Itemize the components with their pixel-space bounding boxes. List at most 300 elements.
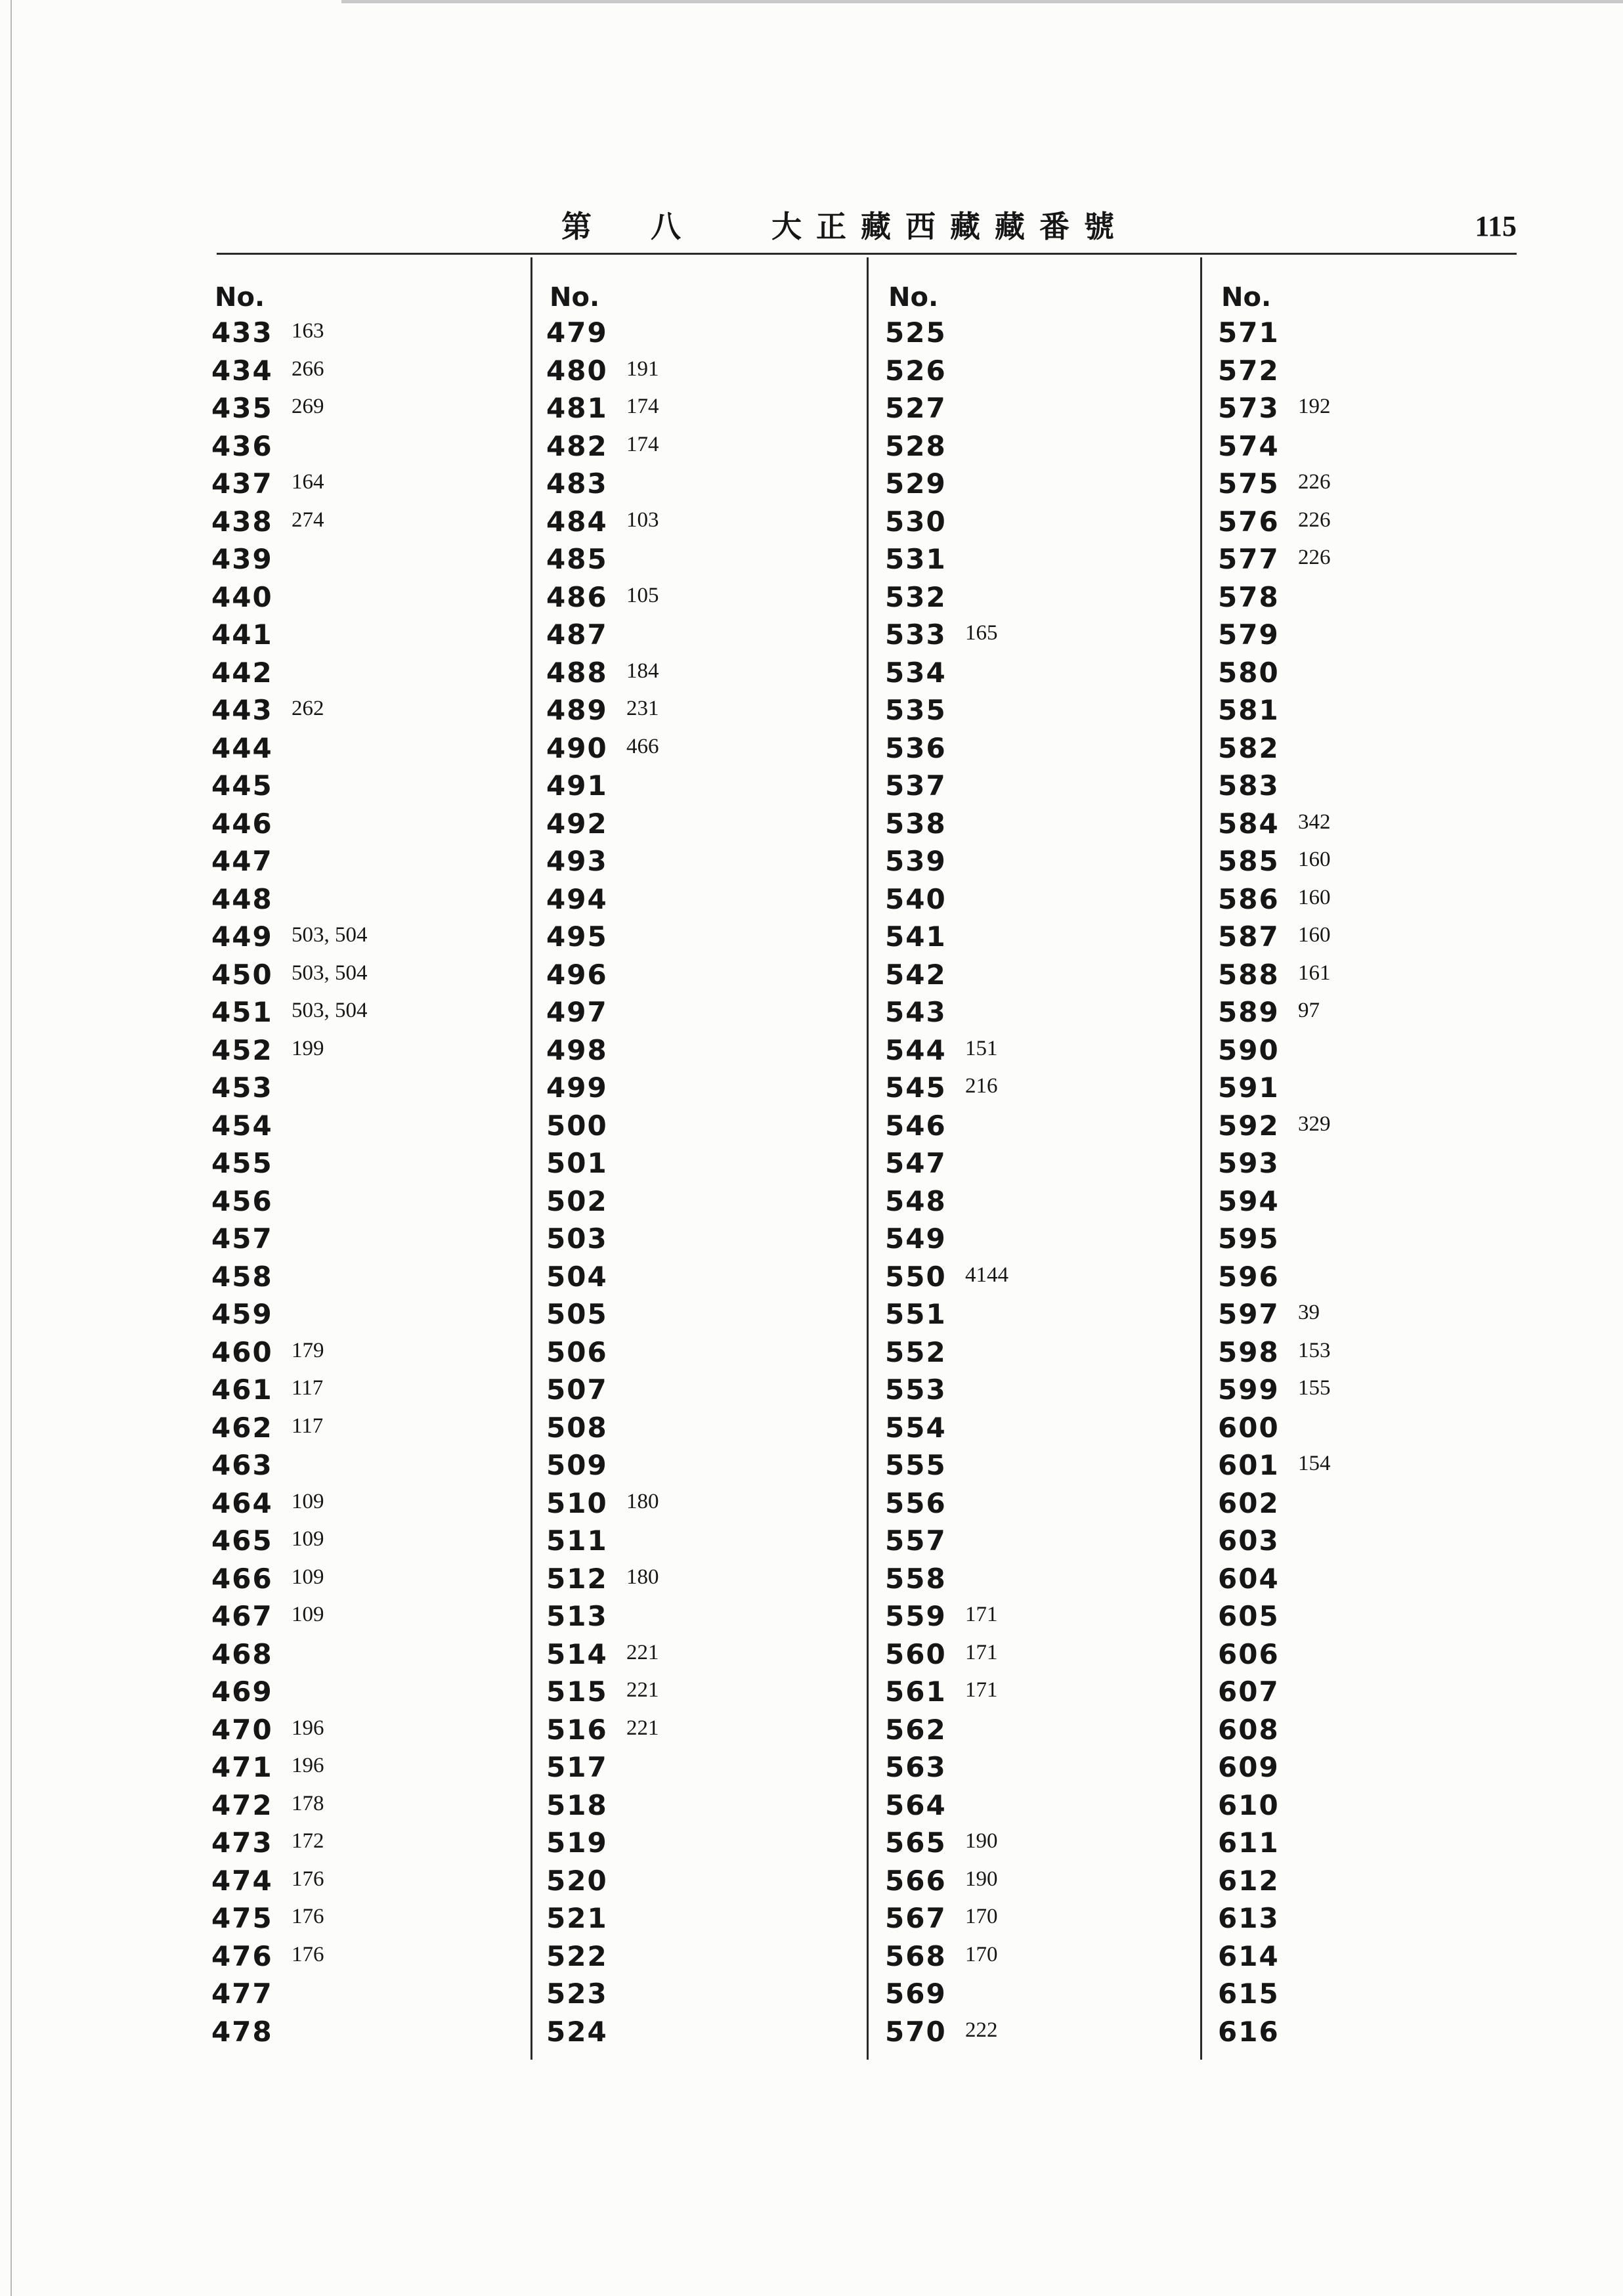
index-entry: [885, 1635, 1187, 1674]
index-entry: [546, 654, 848, 692]
index-entry: [885, 427, 1187, 466]
index-entry: [546, 427, 848, 466]
entry-number: 433: [211, 316, 273, 349]
index-entry: [546, 1522, 848, 1560]
index-entry: [546, 842, 848, 880]
index-entry: [885, 540, 1187, 578]
entry-number: 612: [1218, 1864, 1280, 1897]
index-entry: [546, 314, 848, 352]
index-entry: [211, 1787, 513, 1825]
index-entry: [885, 1295, 1187, 1333]
index-entry: [546, 503, 848, 541]
index-entry: [211, 1484, 513, 1523]
index-entry: [546, 918, 848, 956]
entry-number: 512: [546, 1562, 608, 1595]
index-entry: [885, 1975, 1187, 2013]
index-entry: [1218, 1182, 1520, 1221]
entry-number: 594: [1218, 1184, 1280, 1217]
index-entry: [1218, 1597, 1520, 1635]
entry-number: 438: [211, 505, 273, 538]
index-entry: [1218, 1673, 1520, 1711]
index-entry: [1218, 767, 1520, 805]
entry-number: 467: [211, 1600, 273, 1632]
entry-number: 573: [1218, 392, 1280, 424]
entry-number: 552: [885, 1335, 947, 1368]
index-entry: [1218, 1748, 1520, 1787]
entry-number: 527: [885, 392, 947, 424]
entry-number: 449: [211, 921, 273, 953]
index-entry: [211, 540, 513, 578]
entry-number: 532: [885, 580, 947, 613]
index-entry: [1218, 1069, 1520, 1107]
index-entry: [1218, 1409, 1520, 1447]
index-entry: [885, 1220, 1187, 1258]
entry-reference: 503, 504: [292, 923, 368, 947]
entry-number: 547: [885, 1147, 947, 1179]
entry-number: 593: [1218, 1147, 1280, 1179]
entry-reference: 178: [292, 1791, 324, 1815]
entry-reference: 165: [965, 621, 998, 645]
index-entry: [1218, 880, 1520, 919]
index-entry: [1218, 1975, 1520, 2013]
entry-number: 488: [546, 656, 608, 689]
entry-number: 554: [885, 1411, 947, 1444]
index-entry: [885, 1484, 1187, 1523]
entry-reference: 184: [626, 659, 659, 683]
index-entry: [885, 1748, 1187, 1787]
entry-reference: 109: [292, 1489, 324, 1513]
index-entry: [885, 880, 1187, 919]
column-heading: No.: [550, 282, 600, 313]
entry-reference: 180: [626, 1489, 659, 1513]
entry-number: 515: [546, 1676, 608, 1708]
entry-reference: 226: [1298, 546, 1331, 569]
entry-number: 571: [1218, 316, 1280, 349]
index-entry: [1218, 1031, 1520, 1070]
entry-reference: 161: [1298, 961, 1331, 985]
index-entry: [1218, 993, 1520, 1031]
index-entry: [885, 1938, 1187, 1976]
entry-number: 462: [211, 1411, 273, 1444]
entry-reference: 117: [292, 1414, 324, 1438]
index-entry: [546, 805, 848, 843]
entry-reference: 151: [965, 1036, 998, 1060]
index-entry: [211, 1446, 513, 1484]
index-entry: [211, 1069, 513, 1107]
entry-number: 610: [1218, 1788, 1280, 1821]
entry-reference: 154: [1298, 1452, 1331, 1475]
index-entry: [211, 767, 513, 805]
index-entry: [1218, 352, 1520, 390]
index-entry: [211, 1975, 513, 2013]
entry-number: 544: [885, 1033, 947, 1066]
chapter-label: 第八: [561, 209, 740, 244]
entry-number: 531: [885, 543, 947, 575]
entry-number: 570: [885, 2015, 947, 2048]
index-entry: [546, 2013, 848, 2051]
index-entry: [885, 2013, 1187, 2051]
index-column: [1218, 281, 1520, 2050]
entry-number: 520: [546, 1864, 608, 1897]
entry-number: 489: [546, 694, 608, 726]
entry-reference: 117: [292, 1376, 324, 1400]
entry-number: 528: [885, 429, 947, 462]
entry-number: 516: [546, 1713, 608, 1746]
entry-number: 599: [1218, 1374, 1280, 1406]
page-title: 大正藏西藏藏番號: [771, 209, 1129, 244]
entry-reference: 176: [292, 1867, 324, 1891]
index-entry: [546, 1484, 848, 1523]
entry-number: 530: [885, 505, 947, 538]
column-heading: No.: [215, 282, 265, 313]
entry-number: 498: [546, 1033, 608, 1066]
entry-number: 457: [211, 1223, 273, 1255]
entry-number: 560: [885, 1637, 947, 1670]
entry-number: 446: [211, 807, 273, 840]
index-entry: [546, 1107, 848, 1145]
index-entry: [1218, 314, 1520, 352]
entry-number: 437: [211, 467, 273, 500]
entry-reference: 109: [292, 1603, 324, 1626]
index-entry: [885, 842, 1187, 880]
entry-number: 447: [211, 845, 273, 877]
entry-number: 451: [211, 996, 273, 1028]
entry-number: 584: [1218, 807, 1280, 840]
column-heading: No.: [888, 282, 939, 313]
entry-number: 587: [1218, 921, 1280, 953]
entry-number: 510: [546, 1486, 608, 1519]
entry-reference: 109: [292, 1527, 324, 1551]
entry-number: 598: [1218, 1335, 1280, 1368]
entry-number: 501: [546, 1147, 608, 1179]
index-entry: [211, 880, 513, 919]
index-entry: [1218, 427, 1520, 466]
entry-number: 476: [211, 1939, 273, 1972]
index-entry: [1218, 842, 1520, 880]
index-entry: [885, 805, 1187, 843]
entry-number: 441: [211, 618, 273, 651]
index-entry: [1218, 1484, 1520, 1523]
entry-number: 480: [546, 354, 608, 387]
index-entry: [546, 1258, 848, 1296]
entry-reference: 171: [965, 1678, 998, 1702]
entry-number: 611: [1218, 1827, 1280, 1859]
entry-number: 493: [546, 845, 608, 877]
entry-reference: 216: [965, 1074, 998, 1098]
index-entry: [211, 918, 513, 956]
entry-reference: 466: [626, 734, 659, 758]
index-entry: [1218, 1862, 1520, 1900]
index-entry: [546, 1144, 848, 1182]
index-entry: [546, 1333, 848, 1372]
index-entry: [211, 654, 513, 692]
entry-reference: 180: [626, 1565, 659, 1589]
index-entry: [211, 993, 513, 1031]
entry-number: 559: [885, 1600, 947, 1632]
index-entry: [885, 956, 1187, 994]
index-entry: [885, 1333, 1187, 1372]
index-entry: [885, 767, 1187, 805]
entry-number: 505: [546, 1298, 608, 1330]
index-entry: [211, 352, 513, 390]
index-entry: [885, 1144, 1187, 1182]
index-entry: [885, 691, 1187, 729]
entry-number: 471: [211, 1751, 273, 1783]
index-entry: [1218, 389, 1520, 427]
index-entry: [546, 1938, 848, 1976]
entry-number: 562: [885, 1713, 947, 1746]
entry-number: 450: [211, 958, 273, 991]
index-entry: [1218, 654, 1520, 692]
index-entry: [1218, 805, 1520, 843]
entry-number: 483: [546, 467, 608, 500]
entry-reference: 226: [1298, 470, 1331, 494]
entry-number: 546: [885, 1109, 947, 1142]
entry-number: 526: [885, 354, 947, 387]
index-entry: [211, 1862, 513, 1900]
index-entry: [885, 1899, 1187, 1938]
index-entry: [211, 805, 513, 843]
index-entry: [1218, 1258, 1520, 1296]
index-entry: [211, 1938, 513, 1976]
index-entry: [546, 691, 848, 729]
index-entry: [546, 1031, 848, 1070]
index-entry: [211, 1711, 513, 1749]
column-heading: No.: [1221, 282, 1272, 313]
index-entry: [546, 1597, 848, 1635]
entry-number: 522: [546, 1939, 608, 1972]
entry-number: 541: [885, 921, 947, 953]
entry-number: 465: [211, 1525, 273, 1557]
entry-number: 521: [546, 1902, 608, 1934]
entry-reference: 160: [1298, 885, 1331, 909]
index-entry: [546, 1899, 848, 1938]
index-entry: [546, 1295, 848, 1333]
entry-reference: 503, 504: [292, 961, 368, 985]
index-entry: [885, 1409, 1187, 1447]
index-entry: [546, 616, 848, 654]
index-entry: [885, 1107, 1187, 1145]
entry-number: 613: [1218, 1902, 1280, 1934]
index-entry: [211, 1522, 513, 1560]
entry-reference: 221: [626, 1640, 659, 1664]
index-entry: [211, 503, 513, 541]
entry-reference: 174: [626, 395, 659, 418]
entry-reference: 160: [1298, 923, 1331, 947]
entry-number: 568: [885, 1939, 947, 1972]
entry-number: 440: [211, 580, 273, 613]
index-entry: [211, 842, 513, 880]
entry-number: 579: [1218, 618, 1280, 651]
index-entry: [546, 1824, 848, 1862]
entry-number: 474: [211, 1864, 273, 1897]
index-entry: [211, 1295, 513, 1333]
entry-number: 469: [211, 1676, 273, 1708]
index-entry: [211, 1107, 513, 1145]
entry-number: 578: [1218, 580, 1280, 613]
entry-number: 551: [885, 1298, 947, 1330]
entry-number: 511: [546, 1525, 608, 1557]
index-entry: [211, 616, 513, 654]
entry-number: 448: [211, 882, 273, 915]
entry-reference: 164: [292, 470, 324, 494]
index-entry: [885, 465, 1187, 503]
entry-number: 581: [1218, 694, 1280, 726]
entry-number: 582: [1218, 731, 1280, 764]
entry-number: 543: [885, 996, 947, 1028]
index-column: [546, 281, 848, 2050]
index-entry: [885, 1560, 1187, 1598]
entry-number: 487: [546, 618, 608, 651]
entry-reference: 231: [626, 697, 659, 720]
index-entry: [211, 2013, 513, 2051]
entry-number: 588: [1218, 958, 1280, 991]
entry-reference: 266: [292, 357, 324, 381]
index-entry: [1218, 956, 1520, 994]
entry-number: 442: [211, 656, 273, 689]
entry-number: 517: [546, 1751, 608, 1783]
entry-number: 496: [546, 958, 608, 991]
index-entry: [546, 880, 848, 919]
entry-reference: 190: [965, 1867, 998, 1891]
index-entry: [885, 654, 1187, 692]
entry-number: 601: [1218, 1449, 1280, 1481]
entry-number: 497: [546, 996, 608, 1028]
entry-number: 614: [1218, 1939, 1280, 1972]
entry-reference: 109: [292, 1565, 324, 1589]
entry-reference: 170: [965, 1905, 998, 1928]
entry-reference: 97: [1298, 999, 1320, 1022]
index-entry: [211, 1182, 513, 1221]
entry-number: 535: [885, 694, 947, 726]
index-column: [885, 281, 1187, 2050]
entry-number: 499: [546, 1072, 608, 1104]
index-entry: [546, 1409, 848, 1447]
entry-reference: 155: [1298, 1376, 1331, 1400]
entry-number: 577: [1218, 543, 1280, 575]
entry-number: 536: [885, 731, 947, 764]
entry-number: 553: [885, 1374, 947, 1406]
index-entry: [1218, 1446, 1520, 1484]
index-entry: [1218, 2013, 1520, 2051]
index-entry: [546, 1182, 848, 1221]
entry-number: 539: [885, 845, 947, 877]
entry-number: 580: [1218, 656, 1280, 689]
index-entry: [885, 616, 1187, 654]
index-entry: [1218, 1333, 1520, 1372]
index-entry: [211, 1258, 513, 1296]
index-entry: [546, 956, 848, 994]
index-entry: [546, 1711, 848, 1749]
entry-number: 455: [211, 1147, 273, 1179]
entry-number: 508: [546, 1411, 608, 1444]
index-entry: [546, 1975, 848, 2013]
index-entry: [211, 578, 513, 617]
entry-number: 596: [1218, 1260, 1280, 1293]
index-entry: [885, 1371, 1187, 1409]
entry-reference: 39: [1298, 1301, 1320, 1324]
entry-number: 519: [546, 1827, 608, 1859]
entry-number: 470: [211, 1713, 273, 1746]
entry-reference: 262: [292, 697, 324, 720]
index-entry: [885, 918, 1187, 956]
index-entry: [211, 1899, 513, 1938]
index-entry: [1218, 1522, 1520, 1560]
entry-number: 556: [885, 1486, 947, 1519]
index-entry: [885, 1597, 1187, 1635]
index-entry: [546, 1069, 848, 1107]
entry-number: 464: [211, 1486, 273, 1519]
index-entry: [885, 993, 1187, 1031]
entry-number: 506: [546, 1335, 608, 1368]
index-entry: [885, 1182, 1187, 1221]
index-entry: [546, 1371, 848, 1409]
entry-number: 549: [885, 1223, 947, 1255]
entry-number: 603: [1218, 1525, 1280, 1557]
entry-number: 473: [211, 1827, 273, 1859]
index-entry: [1218, 578, 1520, 617]
entry-reference: 503, 504: [292, 999, 368, 1022]
index-entry: [211, 1409, 513, 1447]
index-entry: [211, 1144, 513, 1182]
index-entry: [211, 1031, 513, 1070]
entry-number: 525: [885, 316, 947, 349]
entry-number: 592: [1218, 1109, 1280, 1142]
index-entry: [546, 1220, 848, 1258]
entry-reference: 222: [965, 2018, 998, 2042]
entry-reference: 226: [1298, 508, 1331, 532]
index-entry: [1218, 540, 1520, 578]
index-entry: [885, 1522, 1187, 1560]
index-entry: [211, 1560, 513, 1598]
index-entry: [885, 503, 1187, 541]
entry-number: 458: [211, 1260, 273, 1293]
entry-number: 616: [1218, 2015, 1280, 2048]
entry-number: 456: [211, 1184, 273, 1217]
entry-number: 537: [885, 769, 947, 802]
index-entry: [546, 578, 848, 617]
index-entry: [546, 1673, 848, 1711]
entry-number: 590: [1218, 1033, 1280, 1066]
entry-number: 484: [546, 505, 608, 538]
entry-number: 564: [885, 1788, 947, 1821]
entry-reference: 160: [1298, 848, 1331, 871]
entry-number: 460: [211, 1335, 273, 1368]
entry-number: 439: [211, 543, 273, 575]
entry-reference: 172: [292, 1829, 324, 1853]
entry-number: 500: [546, 1109, 608, 1142]
entry-number: 513: [546, 1600, 608, 1632]
index-entry: [546, 1862, 848, 1900]
entry-number: 565: [885, 1827, 947, 1859]
index-entry: [1218, 1295, 1520, 1333]
index-entry: [211, 314, 513, 352]
index-entry: [546, 993, 848, 1031]
index-entry: [546, 1446, 848, 1484]
entry-number: 600: [1218, 1411, 1280, 1444]
entry-number: 557: [885, 1525, 947, 1557]
index-entry: [885, 1446, 1187, 1484]
entry-reference: 221: [626, 1716, 659, 1740]
entry-number: 459: [211, 1298, 273, 1330]
entry-number: 504: [546, 1260, 608, 1293]
entry-number: 595: [1218, 1223, 1280, 1255]
index-entry: [885, 1258, 1187, 1296]
entry-number: 576: [1218, 505, 1280, 538]
index-entry: [885, 1824, 1187, 1862]
index-entry: [885, 389, 1187, 427]
index-entry: [1218, 1371, 1520, 1409]
